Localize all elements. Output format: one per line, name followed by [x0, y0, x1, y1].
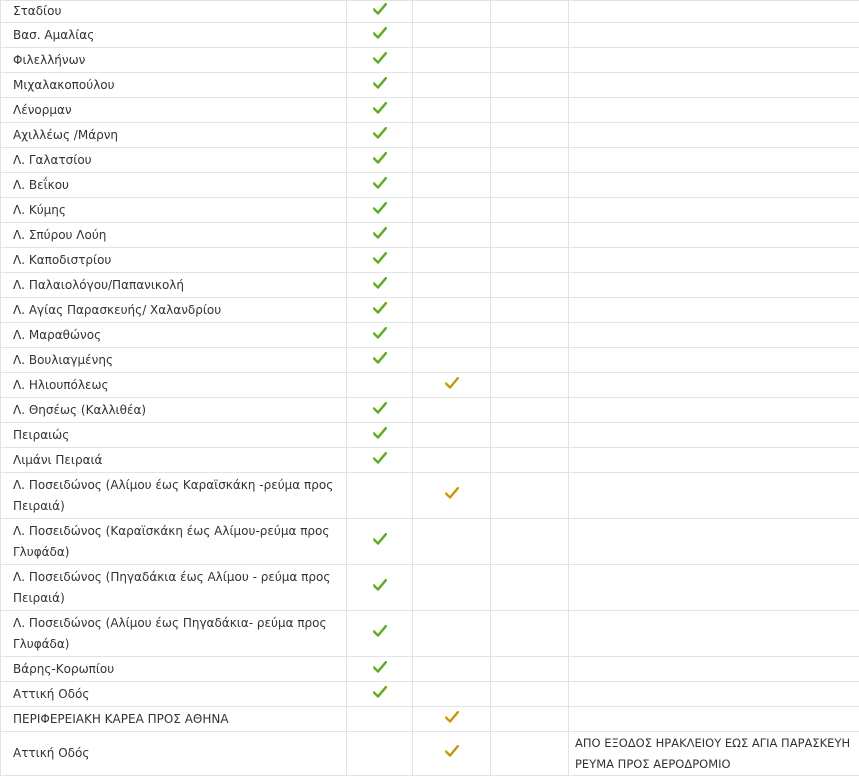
road-name: Λ. Παλαιολόγου/Παπανικολή — [1, 273, 347, 298]
status-cell — [413, 565, 491, 611]
note-cell — [569, 473, 859, 519]
status-cell — [347, 398, 413, 423]
status-cell — [491, 123, 569, 148]
road-name: Λ. Μαραθώνος — [1, 323, 347, 348]
green-check-icon — [373, 227, 387, 239]
table-row — [1, 148, 859, 173]
table-row — [1, 611, 859, 657]
green-check-icon — [373, 252, 387, 264]
table-row — [1, 398, 859, 423]
yellow-check-icon — [445, 711, 459, 723]
table-row — [1, 448, 859, 473]
green-check-icon — [373, 77, 387, 89]
status-cell — [413, 173, 491, 198]
note-cell — [569, 323, 859, 348]
status-cell — [347, 298, 413, 323]
status-cell — [413, 273, 491, 298]
status-cell — [491, 473, 569, 519]
road-name: Λ. Ποσειδώνος (Αλίμου έως Καραϊσκάκη -ρεύμα προς Πειραιά) — [1, 473, 347, 519]
note-cell — [569, 398, 859, 423]
note-cell — [569, 298, 859, 323]
status-cell — [491, 248, 569, 273]
status-cell — [491, 423, 569, 448]
green-check-icon — [373, 3, 387, 15]
yellow-check-icon — [445, 745, 459, 757]
status-cell — [347, 707, 413, 732]
table-row — [1, 565, 859, 611]
status-cell — [413, 682, 491, 707]
status-cell — [491, 611, 569, 657]
table-row — [1, 198, 859, 223]
road-name: Λένορμαν — [1, 98, 347, 123]
road-name: Λ. Βουλιαγμένης — [1, 348, 347, 373]
status-cell — [491, 565, 569, 611]
status-cell — [347, 223, 413, 248]
green-check-icon — [373, 625, 387, 637]
status-cell — [413, 323, 491, 348]
status-cell — [491, 519, 569, 565]
note-cell: ΑΠΟ ΕΞΟΔΟΣ ΗΡΑΚΛΕΙΟΥ ΕΩΣ ΑΓΙΑ ΠΑΡΑΣΚΕΥΗ ΡΕΥΜΑ ΠΡΟΣ ΑΕΡΟΔΡΟΜΙΟ — [569, 732, 859, 776]
note-cell — [569, 248, 859, 273]
status-cell — [347, 198, 413, 223]
status-cell — [491, 198, 569, 223]
table-row — [1, 657, 859, 682]
green-check-icon — [373, 277, 387, 289]
status-cell — [413, 223, 491, 248]
green-check-icon — [373, 533, 387, 545]
green-check-icon — [373, 202, 387, 214]
road-name: Μιχαλακοπούλου — [1, 73, 347, 98]
note-cell — [569, 223, 859, 248]
status-cell — [347, 682, 413, 707]
road-name: Πειραιώς — [1, 423, 347, 448]
status-cell — [491, 657, 569, 682]
status-cell — [347, 1, 413, 23]
road-name: Λ. Σπύρου Λούη — [1, 223, 347, 248]
status-cell — [347, 48, 413, 73]
green-check-icon — [373, 661, 387, 673]
green-check-icon — [373, 152, 387, 164]
status-cell — [413, 73, 491, 98]
status-cell — [413, 398, 491, 423]
road-name: Λ. Ηλιουπόλεως — [1, 373, 347, 398]
yellow-check-icon — [445, 487, 459, 499]
status-cell — [413, 611, 491, 657]
table-row — [1, 248, 859, 273]
status-cell — [347, 98, 413, 123]
status-cell — [413, 298, 491, 323]
status-cell — [491, 98, 569, 123]
road-name: Λ. Ποσειδώνος (Αλίμου έως Πηγαδάκια- ρεύμα προς Γλυφάδα) — [1, 611, 347, 657]
road-name: ΠΕΡΙΦΕΡΕΙΑΚΗ ΚΑΡΕΑ ΠΡΟΣ ΑΘΗΝΑ — [1, 707, 347, 732]
status-cell — [347, 173, 413, 198]
table-row — [1, 373, 859, 398]
road-name: Βασ. Αμαλίας — [1, 23, 347, 48]
note-cell — [569, 423, 859, 448]
note-cell — [569, 73, 859, 98]
table-row — [1, 123, 859, 148]
table-row — [1, 323, 859, 348]
road-name: Λ. Καποδιστρίου — [1, 248, 347, 273]
green-check-icon — [373, 127, 387, 139]
table-row — [1, 98, 859, 123]
note-cell — [569, 373, 859, 398]
road-name: Λ. Γαλατσίου — [1, 148, 347, 173]
green-check-icon — [373, 686, 387, 698]
status-cell — [347, 657, 413, 682]
status-cell — [347, 273, 413, 298]
status-cell — [413, 423, 491, 448]
table-row — [1, 298, 859, 323]
note-cell — [569, 657, 859, 682]
status-cell — [491, 23, 569, 48]
note-cell — [569, 273, 859, 298]
yellow-check-icon — [445, 377, 459, 389]
status-cell — [413, 148, 491, 173]
status-cell — [491, 682, 569, 707]
status-cell — [491, 173, 569, 198]
status-cell — [413, 373, 491, 398]
note-cell — [569, 611, 859, 657]
status-cell — [347, 611, 413, 657]
status-cell — [347, 348, 413, 373]
status-cell — [413, 657, 491, 682]
table-row — [1, 48, 859, 73]
green-check-icon — [373, 102, 387, 114]
note-cell — [569, 23, 859, 48]
status-cell — [491, 148, 569, 173]
road-name: Φιλελλήνων — [1, 48, 347, 73]
green-check-icon — [373, 327, 387, 339]
status-cell — [491, 448, 569, 473]
road-name: Λ. Κύμης — [1, 198, 347, 223]
table-row — [1, 173, 859, 198]
green-check-icon — [373, 402, 387, 414]
table-row — [1, 1, 859, 23]
table-row — [1, 423, 859, 448]
note-cell — [569, 448, 859, 473]
status-cell — [413, 519, 491, 565]
status-cell — [347, 423, 413, 448]
status-cell — [491, 323, 569, 348]
note-cell — [569, 565, 859, 611]
road-name: Αχιλλέως /Μάρνη — [1, 123, 347, 148]
status-cell — [347, 323, 413, 348]
status-cell — [491, 707, 569, 732]
status-cell — [347, 519, 413, 565]
table-row — [1, 682, 859, 707]
status-cell — [413, 448, 491, 473]
status-cell — [491, 348, 569, 373]
status-cell — [491, 732, 569, 776]
green-check-icon — [373, 352, 387, 364]
status-cell — [413, 248, 491, 273]
green-check-icon — [373, 579, 387, 591]
note-cell — [569, 1, 859, 23]
status-cell — [491, 298, 569, 323]
road-name: Λ. Ποσειδώνος (Καραϊσκάκη έως Αλίμου-ρεύμα προς Γλυφάδα) — [1, 519, 347, 565]
road-name: Λ. Θησέως (Καλλιθέα) — [1, 398, 347, 423]
green-check-icon — [373, 452, 387, 464]
status-cell — [491, 398, 569, 423]
green-check-icon — [373, 177, 387, 189]
green-check-icon — [373, 52, 387, 64]
status-cell — [347, 23, 413, 48]
status-cell — [413, 23, 491, 48]
table-row — [1, 23, 859, 48]
table-row — [1, 732, 859, 776]
status-cell — [413, 198, 491, 223]
status-cell — [491, 73, 569, 98]
road-name: Βάρης-Κορωπίου — [1, 657, 347, 682]
road-name: Λ. Ποσειδώνος (Πηγαδάκια έως Αλίμου - ρεύμα προς Πειραιά) — [1, 565, 347, 611]
road-name: Αττική Οδός — [1, 682, 347, 707]
note-cell — [569, 198, 859, 223]
note-cell — [569, 682, 859, 707]
status-cell — [413, 98, 491, 123]
status-cell — [413, 732, 491, 776]
table-row — [1, 348, 859, 373]
status-cell — [413, 473, 491, 519]
green-check-icon — [373, 302, 387, 314]
green-check-icon — [373, 27, 387, 39]
status-cell — [347, 565, 413, 611]
status-cell — [413, 1, 491, 23]
table-row — [1, 473, 859, 519]
status-cell — [347, 448, 413, 473]
status-cell — [347, 473, 413, 519]
status-cell — [347, 123, 413, 148]
note-cell — [569, 348, 859, 373]
table-row — [1, 273, 859, 298]
road-name: Λ. Αγίας Παρασκευής/ Χαλανδρίου — [1, 298, 347, 323]
note-cell — [569, 123, 859, 148]
green-check-icon — [373, 427, 387, 439]
status-cell — [491, 48, 569, 73]
status-cell — [491, 223, 569, 248]
note-cell — [569, 98, 859, 123]
road-name: Λιμάνι Πειραιά — [1, 448, 347, 473]
status-cell — [413, 348, 491, 373]
road-name: Σταδίου — [1, 1, 347, 23]
status-cell — [413, 123, 491, 148]
table-row — [1, 519, 859, 565]
status-cell — [347, 148, 413, 173]
status-cell — [347, 732, 413, 776]
table-row — [1, 223, 859, 248]
status-cell — [491, 1, 569, 23]
note-cell — [569, 707, 859, 732]
table-body — [1, 1, 859, 776]
table-row — [1, 707, 859, 732]
road-name: Αττική Οδός — [1, 732, 347, 776]
status-cell — [413, 707, 491, 732]
status-cell — [491, 373, 569, 398]
status-cell — [347, 248, 413, 273]
status-cell — [491, 273, 569, 298]
table-row — [1, 73, 859, 98]
status-cell — [347, 373, 413, 398]
status-cell — [413, 48, 491, 73]
note-cell — [569, 519, 859, 565]
note-cell — [569, 148, 859, 173]
note-cell — [569, 48, 859, 73]
road-name: Λ. Βεΐκου — [1, 173, 347, 198]
status-cell — [347, 73, 413, 98]
note-cell — [569, 173, 859, 198]
